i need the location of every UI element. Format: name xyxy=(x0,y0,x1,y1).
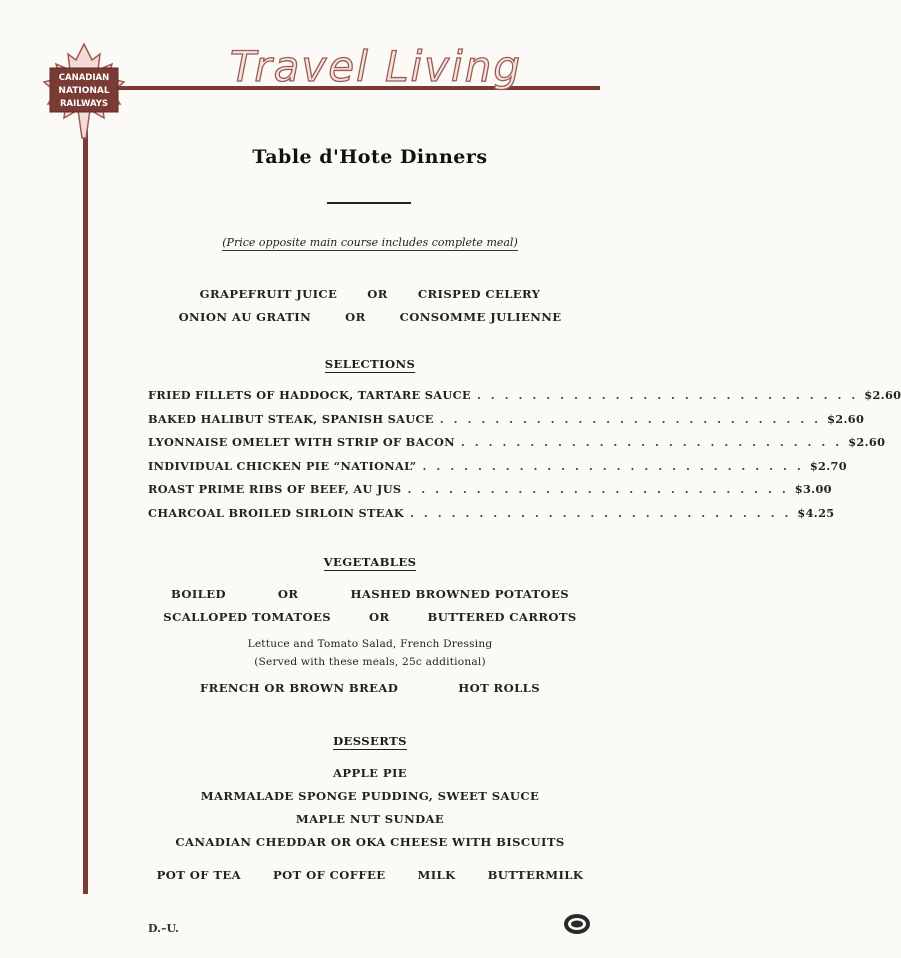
starter-option: CRISPED CELERY xyxy=(417,287,541,301)
vegetable-or: OR xyxy=(369,610,390,624)
price-note xyxy=(100,236,640,249)
selections-heading xyxy=(100,357,640,371)
leader-dots: . . . . . . . . . . . . . . . . . . . . . . . . . . . . xyxy=(460,435,843,449)
selection-item xyxy=(148,505,835,530)
leader-dots: . . . . . . . . . . . . . . . . . . . . . . . . . . . . xyxy=(410,505,792,520)
vegetable-row xyxy=(100,587,640,601)
vegetables-heading xyxy=(100,555,640,569)
selection-name: ROAST PRIME RIBS OF BEEF, AU JUS xyxy=(148,482,402,496)
bread-option: FRENCH OR BROWN BREAD xyxy=(200,681,399,695)
selection-name: CHARCOAL BROILED SIRLOIN STEAK xyxy=(148,505,405,520)
selection-item xyxy=(148,482,832,506)
starters xyxy=(100,287,640,324)
leader-dots: . . . . . . . . . . . . . . . . . . . . . . . . . . . . xyxy=(407,482,789,496)
desserts xyxy=(100,766,640,849)
vegetable-option: SCALLOPED TOMATOES xyxy=(163,610,331,624)
bread-row xyxy=(100,681,640,695)
salad-note: (Served with these meals, 25c additional) xyxy=(254,656,486,668)
selection-name: LYONNAISE OMELET WITH STRIP OF BACON xyxy=(148,435,455,449)
footer-code: D.–U. xyxy=(148,922,179,935)
selection-price: $2.60 xyxy=(827,411,865,426)
logo-line-2: NATIONAL xyxy=(58,86,110,96)
union-label-icon xyxy=(562,912,592,940)
selections-list xyxy=(148,388,901,529)
beverage-option: MILK xyxy=(417,868,456,882)
selection-name: FRIED FILLETS OF HADDOCK, TARTARE SAUCE xyxy=(148,388,471,402)
selection-item xyxy=(148,388,901,412)
starter-or: OR xyxy=(367,287,388,301)
salad-line: Lettuce and Tomato Salad, French Dressing xyxy=(247,638,493,650)
vegetable-row xyxy=(100,610,640,624)
selection-price: $3.00 xyxy=(794,482,832,496)
leader-dots: . . . . . . . . . . . . . . . . . . . . . . . . . . . . xyxy=(422,458,804,473)
selection-price: $4.25 xyxy=(797,505,835,520)
vegetables-heading-text: VEGETABLES xyxy=(323,555,417,569)
cnr-maple-leaf-logo xyxy=(38,42,130,140)
beverage-row xyxy=(100,868,640,882)
title-divider xyxy=(327,202,411,204)
selection-item xyxy=(148,411,865,436)
selection-name: INDIVIDUAL CHICKEN PIE “NATIONAL” xyxy=(148,458,417,473)
beverages xyxy=(100,868,640,882)
selections-heading-text: SELECTIONS xyxy=(324,357,416,371)
starter-option: GRAPEFRUIT JUICE xyxy=(199,287,338,301)
beverage-option: BUTTERMILK xyxy=(487,868,584,882)
starter-row xyxy=(100,287,640,301)
beverage-option: POT OF TEA xyxy=(156,868,241,882)
breads xyxy=(100,681,640,695)
leader-dots: . . . . . . . . . . . . . . . . . . . . . . . . . . . . xyxy=(476,388,859,402)
vegetable-option: BOILED xyxy=(170,587,226,601)
brand-title: Travel Living xyxy=(230,42,522,91)
vegetable-option: BUTTERED CARROTS xyxy=(427,610,577,624)
leader-dots: . . . . . . . . . . . . . . . . . . . . . . . . . . . . xyxy=(439,411,822,426)
price-note-text: (Price opposite main course includes complete meal) xyxy=(222,236,518,249)
vegetables xyxy=(100,587,640,624)
vegetable-or: OR xyxy=(277,587,299,601)
vegetable-option: HASHED BROWNED POTATOES xyxy=(350,587,570,601)
desserts-heading xyxy=(100,734,640,748)
starter-row xyxy=(100,310,640,324)
selection-item xyxy=(148,435,886,459)
selection-price: $2.60 xyxy=(848,435,886,449)
selection-item xyxy=(148,458,847,483)
selection-name: BAKED HALIBUT STEAK, SPANISH SAUCE xyxy=(148,411,434,426)
beverage-option: POT OF COFFEE xyxy=(272,868,386,882)
logo-line-1: CANADIAN xyxy=(58,73,110,83)
bread-option: HOT ROLLS xyxy=(458,681,540,695)
logo-line-3: RAILWAYS xyxy=(59,99,109,109)
starter-option: ONION AU GRATIN xyxy=(178,310,312,324)
dessert-item: APPLE PIE xyxy=(332,766,408,780)
starter-option: CONSOMME JULIENNE xyxy=(399,310,562,324)
dessert-item: MAPLE NUT SUNDAE xyxy=(295,812,445,826)
dessert-item: MARMALADE SPONGE PUDDING, SWEET SAUCE xyxy=(200,789,540,803)
starter-or: OR xyxy=(345,310,366,324)
desserts-heading-text: DESSERTS xyxy=(333,734,407,748)
left-margin-rule xyxy=(83,86,88,894)
menu-title: Table d'Hote Dinners xyxy=(252,146,488,168)
selection-price: $2.70 xyxy=(809,458,847,473)
dessert-item: CANADIAN CHEDDAR OR OKA CHEESE WITH BISCUITS xyxy=(175,835,565,849)
selection-price: $2.60 xyxy=(864,388,901,402)
